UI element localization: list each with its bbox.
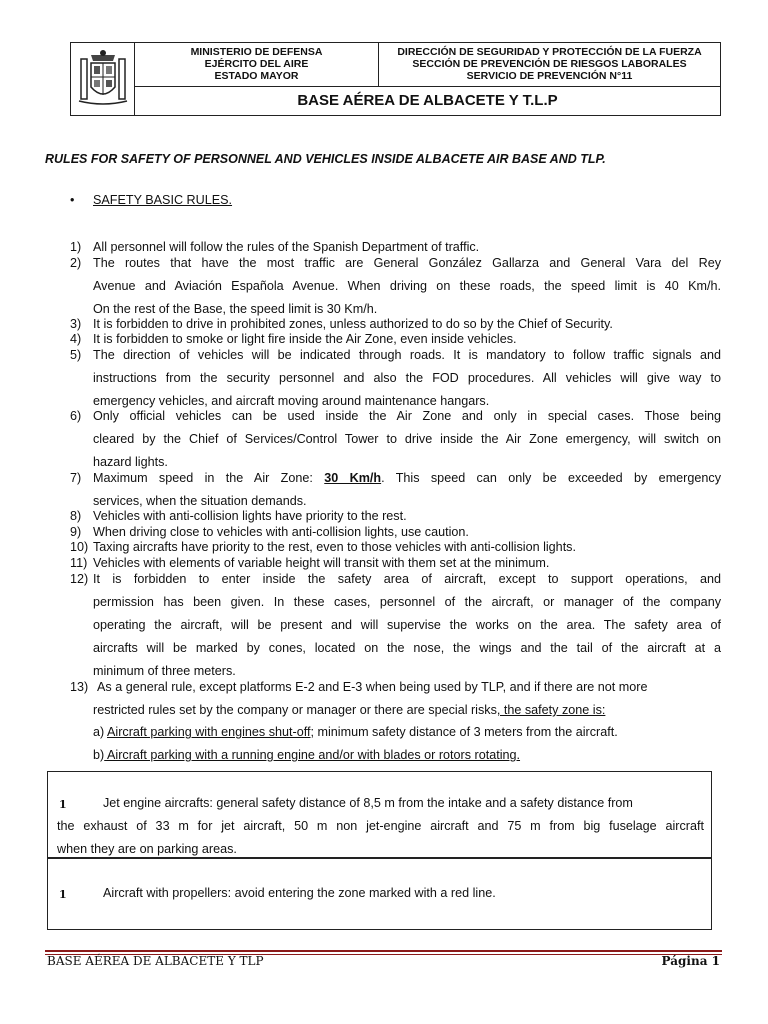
rule-text: minimum of three meters. [93,664,236,678]
rule-number: 12) [70,572,89,586]
jet-engine-note-box [47,771,712,859]
sub-item-a [93,725,618,740]
rule-text: It is forbidden to smoke or light fire inside the Air Zone, even inside vehicles. [93,332,517,346]
note-number: 1 [59,798,67,811]
note-text: the exhaust of 33 m for jet aircraft, 50 m non jet-engine aircraft and 75 m from big fuselage aircraft [57,819,704,833]
rule-text: When driving close to vehicles with anti-collision lights, use caution. [93,525,469,539]
rule-text: On the rest of the Base, the speed limit is 30 Km/h. [93,302,378,316]
propeller-note-box [47,857,712,930]
rule-number: 13) [70,680,89,694]
rule-text: Avenue and Aviación Española Avenue. When driving on these roads, the speed limit is 40 Km/h. [93,279,721,293]
directorate-block [379,43,720,87]
rule-text: aircrafts will be marked by cones, located on the nose, the wings and the tail of the aircraft at a [93,641,721,655]
rule-text: It is forbidden to drive in prohibited zones, unless authorized to do so by the Chief of Security. [93,317,613,331]
rule-text: Only official vehicles can be used inside the Air Zone and only in special cases. Those being [93,409,721,423]
rule-number: 1) [70,240,82,254]
speed-limit: 30 Km/h [324,471,382,485]
rule-number: 6) [70,409,82,423]
rule-text: operating the aircraft, will be present and will supervise the works on the area. The safety area of [93,618,721,632]
note-text: Jet engine aircrafts: general safety distance of 8,5 m from the intake and a safety distance from [103,796,633,810]
rule-text: It is forbidden to enter inside the safety area of aircraft, except to support operations, and [93,572,721,586]
rule-number: 7) [70,471,82,485]
rule-text: Vehicles with elements of variable height will transit with them set at the minimum. [93,556,550,570]
base-title: BASE AÉREA DE ALBACETE Y T.L.P [297,92,558,109]
rule-number: 10) [70,540,89,554]
rule-text: Taxing aircrafts have priority to the rest, even to those vehicles with anti-collision lights. [93,540,576,554]
bullet-icon: • [70,193,75,207]
page-number: Página 1 [661,954,720,968]
rule-text-part: . This speed can only be exceeded by emergency [381,471,721,485]
rule-number: 3) [70,317,82,331]
rule-number: 8) [70,509,82,523]
sub-item-b [93,748,520,763]
rule-text-part: restricted rules set by the company or manager or there are special risks [93,703,497,717]
rule-number: 4) [70,332,82,346]
rule-text: All personnel will follow the rules of the Spanish Department of traffic. [93,240,480,254]
coat-of-arms-icon [71,43,135,115]
rule-text: The routes that have the most traffic are General González Gallarza and General Vara del Rey [93,256,721,270]
rule-text: Vehicles with anti-collision lights have priority to the rest. [93,509,407,523]
note-text: when they are on parking areas. [57,842,237,856]
section-heading: SAFETY BASIC RULES. [93,193,233,207]
rule-number: 9) [70,525,82,539]
rule-text: instructions from the security personnel and also the FOD procedures. All vehicles will give way to [93,371,721,385]
sub-text: ; minimum safety distance of 3 meters from the aircraft. [310,725,618,739]
safety-zone-phrase: , the safety zone is: [496,703,606,717]
rule-number: 11) [70,556,88,570]
footer-title: BASE AÉREA DE ALBACETE Y TLP [47,954,264,968]
sub-label: a) [93,725,108,739]
document-header [70,42,721,116]
rule-number: 5) [70,348,82,362]
org-line: ESTADO MAYOR [214,70,299,82]
rule-text: As a general rule, except platforms E-2 and E-3 when being used by TLP, and if there are not more [97,680,648,694]
dir-line: SERVICIO DE PREVENCIÓN N°11 [466,70,633,82]
rule-text [93,703,605,718]
page-footer [45,950,722,970]
sub-label: b) [93,748,105,762]
ministry-block [135,43,379,87]
rule-text: permission has been given. In these cases, personnel of the aircraft, or manager of the company [93,595,721,609]
sub-heading: Aircraft parking with a running engine and/or with blades or rotors rotating. [104,748,521,762]
org-line: EJÉRCITO DEL AIRE [204,58,309,70]
rule-text: services, when the situation demands. [93,494,307,508]
org-line: MINISTERIO DE DEFENSA [190,46,323,58]
note-number: 1 [59,888,67,901]
document-title: RULES FOR SAFETY OF PERSONNEL AND VEHICLES INSIDE ALBACETE AIR BASE AND TLP. [45,152,606,166]
sub-heading: Aircraft parking with engines shut-off [107,725,311,739]
dir-line: SECCIÓN DE PREVENCIÓN DE RIESGOS LABORALES [412,58,687,70]
dir-line: DIRECCIÓN DE SEGURIDAD Y PROTECCIÓN DE LA FUERZA [397,46,702,58]
note-text: Aircraft with propellers: avoid entering the zone marked with a red line. [103,886,496,900]
rule-text: emergency vehicles, and aircraft moving around maintenance hangars. [93,394,490,408]
rule-text: The direction of vehicles will be indicated through roads. It is mandatory to follow traffic signals and [93,348,721,362]
rule-text-part: Maximum speed in the Air Zone: [93,471,325,485]
rule-text: cleared by the Chief of Services/Control Tower to drive inside the Air Zone emergency, will switch on [93,432,721,446]
rule-text [93,471,721,485]
rule-text: hazard lights. [93,455,168,469]
rule-number: 2) [70,256,82,270]
